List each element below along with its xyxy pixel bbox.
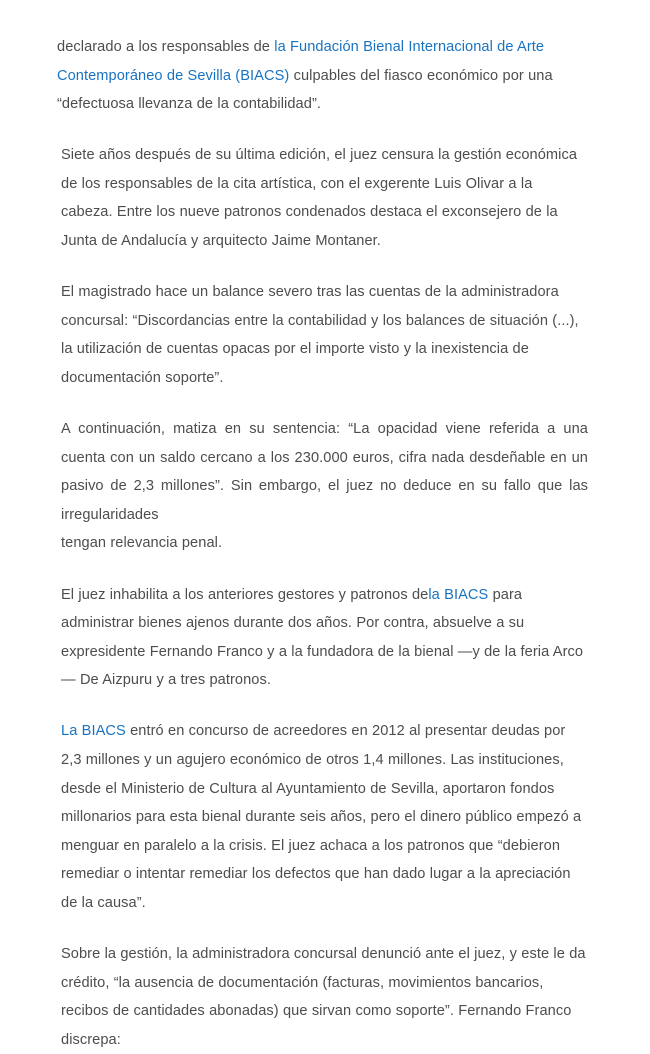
paragraph [61, 141, 588, 255]
paragraph-text: Sobre la gestión, la administradora concursal denunció ante el juez, y este le da crédito, “la ausencia de documentación (facturas, movimientos bancarios, recibos de cantidades abonadas) que sirvan como soporte”. Fernando Franco discrepa: [61, 946, 586, 1048]
paragraph-text: para administrar bienes ajenos durante dos años. Por contra, absuelve a su expresidente Fernando Franco y a la fundadora de la bienal —y de la feria Arco— De Aizpuru y a tres patronos. [61, 586, 584, 689]
paragraph-text: El magistrado hace un balance severo tras las cuentas de la administradora concursal: “Discordancias entre la contabilidad y los balances de situación (...), la utilización de cuentas opacas por el importe visto y la inexistencia de documentación soporte”. [61, 284, 579, 386]
paragraph-text: culpables del fiasco económico por una “defectuosa llevanza de la contabilidad”. [57, 67, 553, 113]
paragraph-text: Siete años después de su última edición, el juez censura la gestión económica de los responsables de la cita artística, con el exgerente Luis Olivar a la cabeza. Entre los nueve patronos condenados destaca el exconsejero de la Junta de Andalucía y arquitecto Jaime Montaner. [61, 147, 578, 250]
paragraph-text: entró en concurso de acreedores en 2012 al presentar deudas por 2,3 millones y un agujero económico de otros 1,4 millones. Las instituciones, desde el Ministerio de Cultura al Ayuntamiento de Sevilla, aportaron fondos millonarios para esta bienal durante seis años, pero el dinero público empezó a menguar en paralelo a la crisis. El juez achaca a los patronos que “debieron remediar o intentar remediar los defectos que han dado lugar a la apreciación de la causa”. [61, 723, 582, 911]
paragraph-text: tengan relevancia penal. [61, 535, 223, 552]
paragraph [57, 33, 588, 119]
paragraph [61, 717, 588, 917]
paragraph-text: declarado a los responsables de [57, 39, 275, 55]
inline-link[interactable]: la Fundación Bienal Internacional de Arte Contemporáneo de Sevilla (BIACS) [57, 39, 545, 84]
paragraph-text: El juez inhabilita a los anteriores gestores y patronos de [61, 586, 429, 603]
inline-link[interactable]: la BIACS [428, 586, 489, 603]
paragraph [61, 278, 588, 392]
inline-link[interactable]: La BIACS [61, 723, 126, 740]
paragraph [61, 940, 588, 1054]
paragraph [61, 415, 588, 558]
paragraph [61, 581, 588, 695]
paragraph-text: A continuación, matiza en su sentencia: “La opacidad viene referida a una cuenta con un saldo cercano a los 230.000 euros, cifra nada desdeñable en un pasivo de 2,3 millones”. Sin embargo, el juez no deduce en su fallo que las irregularidades [61, 421, 588, 523]
